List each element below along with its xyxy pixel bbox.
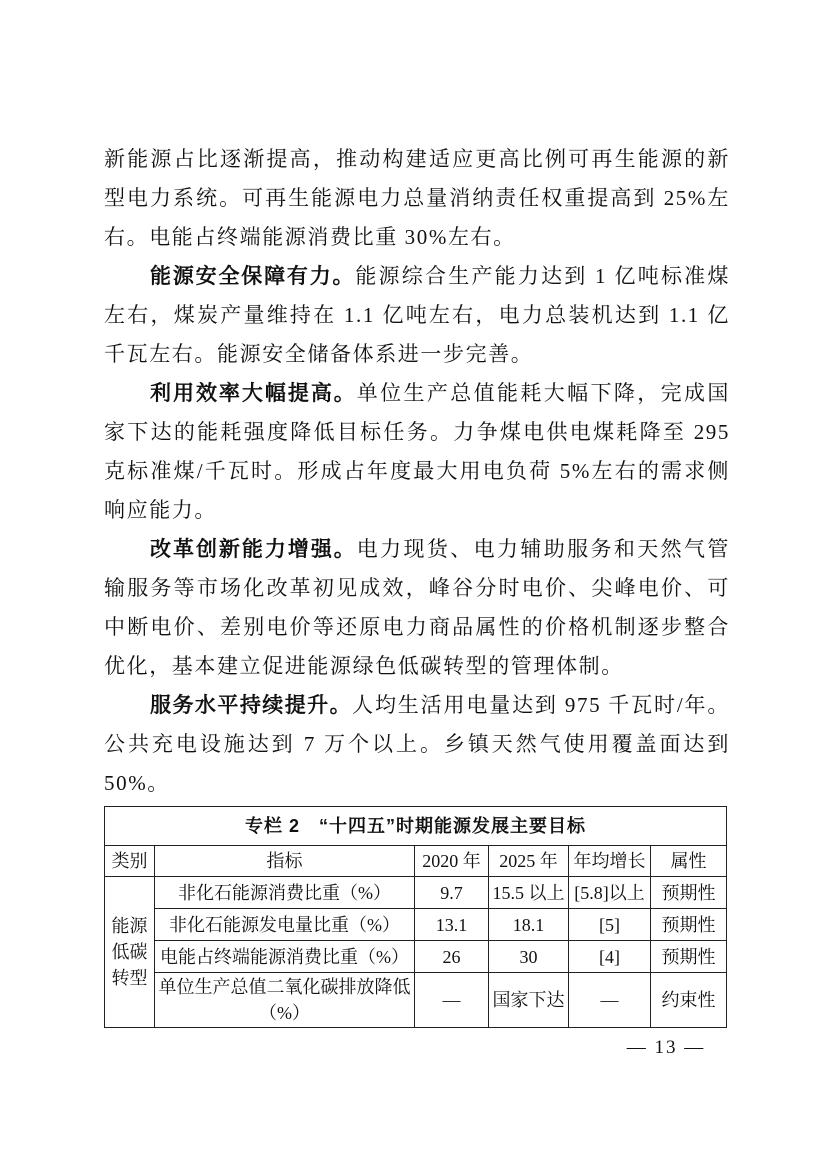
column-header: 2025 年 — [489, 846, 569, 877]
paragraph-lead: 服务水平持续提升。 — [150, 693, 353, 717]
table-row — [105, 973, 727, 1028]
column-header: 年均增长 — [569, 846, 651, 877]
value-cell: 26 — [415, 941, 489, 973]
table-body — [105, 877, 727, 1028]
column-header: 2020 年 — [415, 846, 489, 877]
body-text — [104, 140, 730, 803]
value-cell: [4] — [569, 941, 651, 973]
paragraph: 新能源占比逐渐提高，推动构建适应更高比例可再生能源的新型电力系统。可再生能源电力总量消纳责任权重提高到 25%左右。电能占终端能源消费比重 30%左右。 — [104, 147, 730, 249]
value-cell: 9.7 — [415, 877, 489, 909]
value-cell: 13.1 — [415, 909, 489, 941]
page-content — [104, 140, 730, 1028]
paragraph-lead: 能源安全保障有力。 — [150, 264, 356, 288]
page-footer: — 13 — — [626, 1037, 706, 1058]
value-cell: 30 — [489, 941, 569, 973]
column-header: 指标 — [155, 846, 415, 877]
value-cell: — — [569, 973, 651, 1028]
table-row — [105, 909, 727, 941]
value-cell: [5] — [569, 909, 651, 941]
table-row — [105, 877, 727, 909]
indicator-cell: 非化石能源消费比重（%） — [155, 877, 415, 909]
value-cell: [5.8]以上 — [569, 877, 651, 909]
column-header: 类别 — [105, 846, 155, 877]
table-row — [105, 941, 727, 973]
paragraph: 利用效率大幅提高。单位生产总值能耗大幅下降，完成国家下达的能耗强度降低目标任务。力争煤电供电煤耗降至 295 克标准煤/千瓦时。形成占年度最大用电负荷 5%左右的需求侧响应能力。 — [104, 381, 730, 522]
column-header: 属性 — [651, 846, 727, 877]
paragraph-lead: 利用效率大幅提高。 — [150, 381, 357, 405]
value-cell: — — [415, 973, 489, 1028]
indicator-cell: 电能占终端能源消费比重（%） — [155, 941, 415, 973]
table-title-row — [105, 807, 727, 846]
paragraph: 服务水平持续提升。人均生活用电量达到 975 千瓦时/年。公共充电设施达到 7 万个以上。乡镇天然气使用覆盖面达到 50%。 — [104, 693, 730, 795]
value-cell: 18.1 — [489, 909, 569, 941]
indicator-cell: 单位生产总值二氧化碳排放降低（%） — [155, 973, 415, 1028]
paragraph-lead: 改革创新能力增强。 — [150, 537, 357, 561]
value-cell: 预期性 — [651, 877, 727, 909]
value-cell: 预期性 — [651, 909, 727, 941]
table-header-row — [105, 846, 727, 877]
paragraph: 改革创新能力增强。电力现货、电力辅助服务和天然气管输服务等市场化改革初见成效，峰谷分时电价、尖峰电价、可中断电价、差别电价等还原电力商品属性的价格机制逐步整合优化，基本建立促进能源绿色低碳转型的管理体制。 — [104, 537, 730, 678]
indicator-cell: 非化石能源发电量比重（%） — [155, 909, 415, 941]
value-cell: 15.5 以上 — [489, 877, 569, 909]
value-cell: 国家下达 — [489, 973, 569, 1028]
table-title: 专栏 2 “十四五”时期能源发展主要目标 — [105, 807, 727, 846]
paragraph: 能源安全保障有力。能源综合生产能力达到 1 亿吨标准煤左右，煤炭产量维持在 1.1 亿吨左右，电力总装机达到 1.1 亿千瓦左右。能源安全储备体系进一步完善。 — [104, 264, 730, 366]
value-cell: 预期性 — [651, 941, 727, 973]
category-cell: 能源低碳转型 — [105, 877, 155, 1028]
value-cell: 约束性 — [651, 973, 727, 1028]
target-table — [104, 806, 727, 1028]
